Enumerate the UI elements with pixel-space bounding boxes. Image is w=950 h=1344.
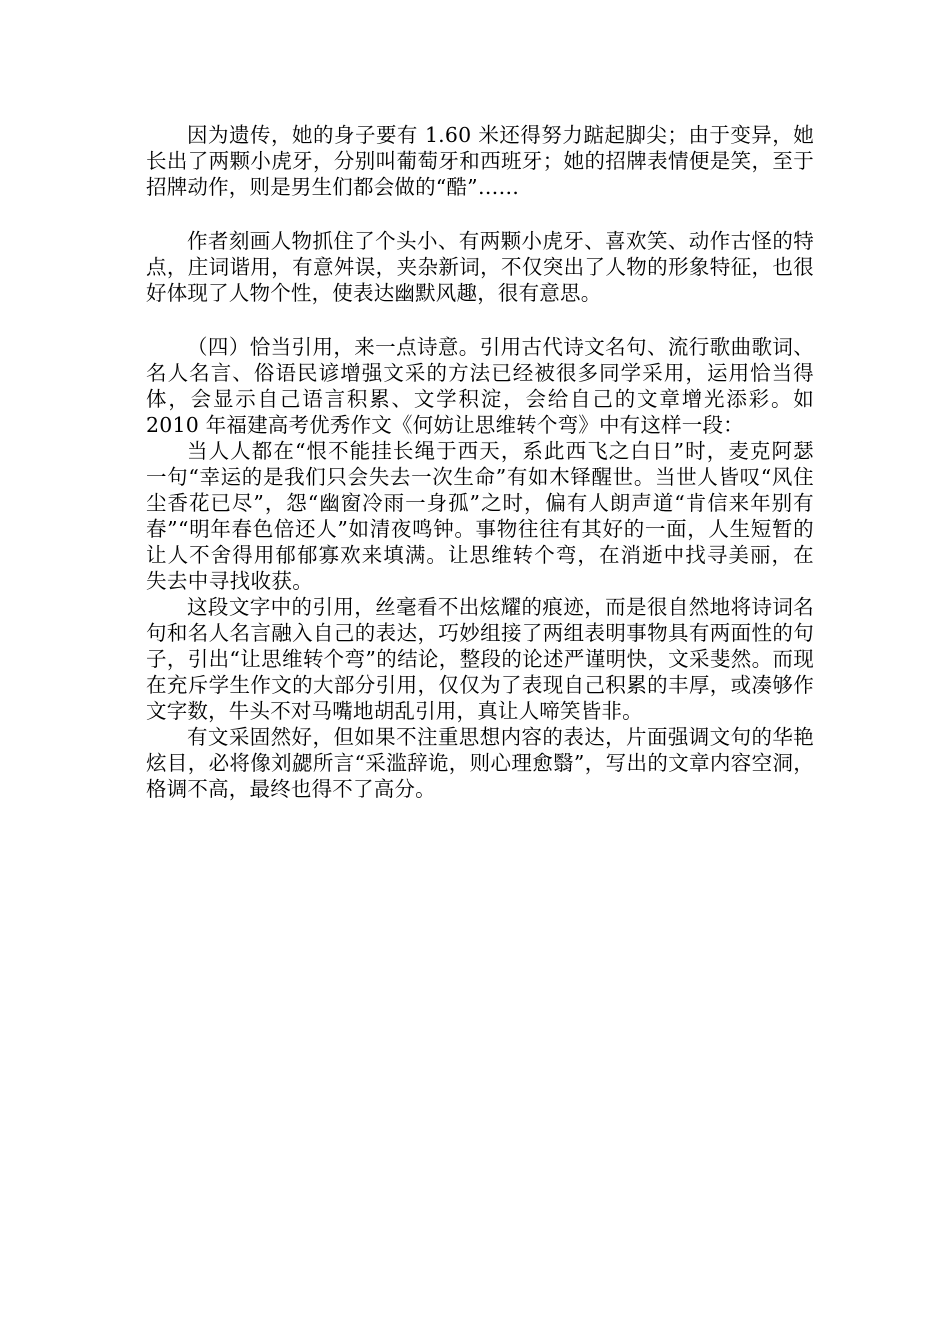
document-body: [146, 122, 814, 802]
paragraph-example-description: 因为遗传，她的身子要有 1.60 米还得努力踮起脚尖；由于变异，她长出了两颗小虎牙，分别叫葡萄牙和西班牙；她的招牌表情便是笑，至于招牌动作，则是男生们都会做的“酷”……: [146, 123, 814, 199]
paragraph-section-four: （四）恰当引用，来一点诗意。引用古代诗文名句、流行歌曲歌词、名人名言、俗语民谚增强文采的方法已经被很多同学采用，运用恰当得体，会显示自己语言积累、文学积淀，会给自己的文章增光添彩。如2010 年福建高考优秀作文《何妨让思维转个弯》中有这样一段：: [146, 335, 814, 437]
paragraph-analysis: 作者刻画人物抓住了个头小、有两颗小虎牙、喜欢笑、动作古怪的特点，庄词谐用，有意舛误，夹杂新词，不仅突出了人物的形象特征，也很好体现了人物个性，使表达幽默风趣，很有意思。: [146, 229, 814, 305]
paragraph-conclusion: 有文采固然好，但如果不注重思想内容的表达，片面强调文句的华艳炫目，必将像刘勰所言“采滥辞诡，则心理愈翳”，写出的文章内容空洞，格调不高，最终也得不了高分。: [146, 725, 814, 801]
paragraph-excerpt-analysis: 这段文字中的引用，丝毫看不出炫耀的痕迹，而是很自然地将诗词名句和名人名言融入自己的表达，巧妙组接了两组表明事物具有两面性的句子，引出“让思维转个弯”的结论，整段的论述严谨明快，文采斐然。而现在充斥学生作文的大部分引用，仅仅为了表现自己积累的丰厚，或凑够作文字数，牛头不对马嘴地胡乱引用，真让人啼笑皆非。: [146, 595, 814, 723]
paragraph-gap: [146, 306, 814, 334]
paragraph-gap: [146, 200, 814, 228]
paragraph-quoted-excerpt: 当人人都在“恨不能挂长绳于西天，系此西飞之白日”时，麦克阿瑟一句“幸运的是我们只会失去一次生命”有如木铎醒世。当世人皆叹“风住尘香花已尽”，怨“幽窗冷雨一身孤”之时，偏有人朗声道“肯信来年别有春”“明年春色倍还人”如清夜鸣钟。事物往往有其好的一面，人生短暂的让人不舍得用郁郁寡欢来填满。让思维转个弯，在消逝中找寻美丽，在失去中寻找收获。: [146, 439, 814, 593]
